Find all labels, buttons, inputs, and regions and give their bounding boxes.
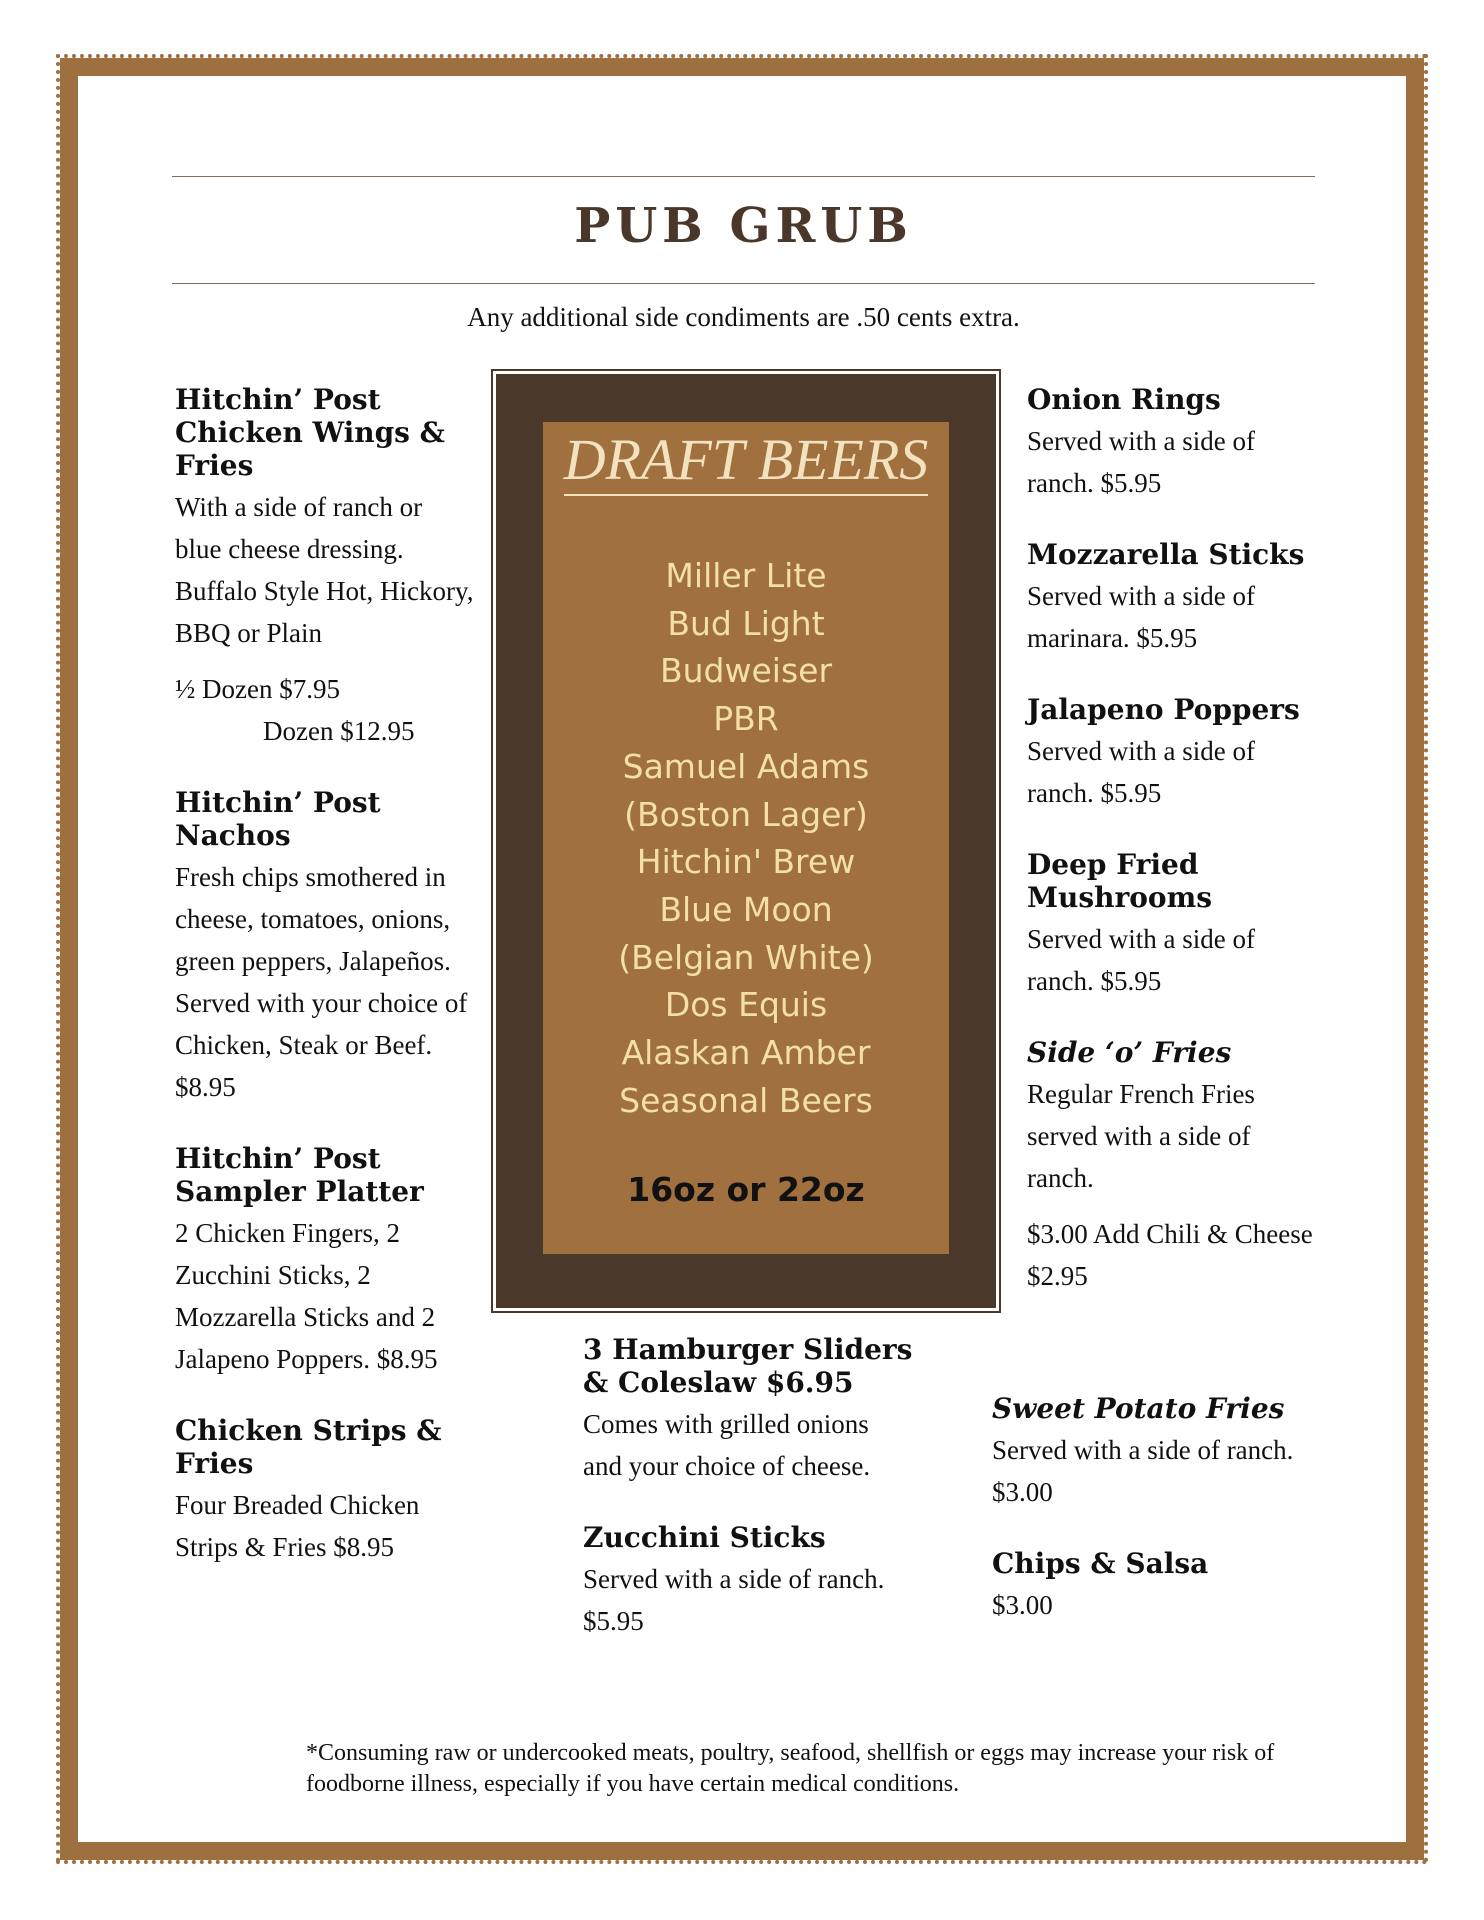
beer-item: Budweiser [659,651,833,691]
item-price-half: ½ Dozen $7.95 [175,674,340,704]
item-title: Hitchin’ Post Nachos [175,786,381,852]
right-column [1027,383,1317,1331]
page-title: PUB GRUB [574,198,913,254]
item-title: Mozzarella Sticks [1027,538,1305,571]
item-description: Served with a side of ranch. $5.95 [1027,924,1255,996]
beer-item: Dos Equis [664,985,828,1025]
item-title: Sweet Potato Fries [992,1392,1285,1425]
menu-item-fries [1027,1036,1317,1297]
beer-item: Alaskan Amber [621,1033,871,1073]
title-top-rule [172,176,1315,177]
item-title: Side ‘o’ Fries [1027,1036,1232,1069]
beer-list [543,552,949,1124]
item-description: With a side of ranch or blue cheese dressing. Buffalo Style Hot, Hickory, BBQ or Plain [175,492,474,648]
menu-item-mushrooms [1027,848,1317,1002]
beer-item: (Boston Lager) [624,794,868,834]
menu-item-zucchini [583,1521,913,1642]
item-description: Served with a side of ranch. $3.00 [992,1435,1294,1507]
center-column [583,1333,913,1676]
item-title: Onion Rings [1027,383,1221,416]
item-title: Hitchin’ Post Chicken Wings & Fries [175,383,445,482]
item-price-dozen: Dozen $12.95 [263,716,415,746]
item-title: 3 Hamburger Sliders & Coleslaw $6.95 [583,1333,913,1399]
food-safety-disclaimer: *Consuming raw or undercooked meats, poultry, seafood, shellfish or eggs may increase your risk of foodborne illness, especially if you have certain medical conditions. [306,1740,1275,1797]
menu-item-wings [175,383,475,752]
item-title: Jalapeno Poppers [1027,693,1300,726]
beer-item: Seasonal Beers [619,1080,873,1120]
menu-item-nachos [175,786,475,1108]
item-description: Regular French Fries served with a side of ranch. [1027,1079,1255,1193]
beer-item: Blue Moon [659,889,833,929]
beer-item: (Belgian White) [618,937,874,977]
item-description: $3.00 [992,1590,1053,1620]
item-title: Zucchini Sticks [583,1521,826,1554]
draft-beers-inner [543,422,949,1254]
menu-item-mozzarella [1027,538,1317,659]
draft-beers-title [543,428,949,492]
item-description: Fresh chips smothered in cheese, tomatoes, onions, green peppers, Jalapeños. Served with your choice of Chicken, Steak or Beef. $8.95 [175,862,468,1102]
right-lower-column [992,1392,1312,1660]
item-title: Hitchin’ Post Sampler Platter [175,1142,424,1208]
beer-item: PBR [713,699,779,739]
draft-beers-panel [496,374,996,1308]
item-description: Served with a side of ranch. $5.95 [583,1564,885,1636]
beer-item: Samuel Adams [622,746,870,786]
beer-sizes: 16oz or 22oz [627,1170,865,1210]
item-description: Served with a side of marinara. $5.95 [1027,581,1255,653]
item-description: Four Breaded Chicken Strips & Fries $8.95 [175,1490,420,1562]
menu-item-chips [992,1547,1312,1626]
item-description: Served with a side of ranch. $5.95 [1027,736,1255,808]
item-description: 2 Chicken Fingers, 2 Zucchini Sticks, 2 Mozzarella Sticks and 2 Jalapeno Poppers. $8.95 [175,1218,438,1374]
menu-item-strips [175,1414,475,1568]
menu-item-sampler [175,1142,475,1380]
title-bottom-rule [172,283,1315,284]
menu-item-sweet-potato [992,1392,1312,1513]
beer-item: Bud Light [667,603,825,643]
item-price: $3.00 Add Chili & Cheese $2.95 [1027,1219,1313,1291]
beer-item: Hitchin' Brew [636,842,856,882]
left-column [175,383,475,1602]
beer-item: Miller Lite [665,556,827,595]
draft-beers-title-text: DRAFT BEERS [564,427,929,496]
item-description: Comes with grilled onions and your choice of cheese. [583,1409,871,1481]
item-title: Chicken Strips & Fries [175,1414,442,1480]
item-title: Chips & Salsa [992,1547,1209,1580]
menu-item-onion-rings [1027,383,1317,504]
item-title: Deep Fried Mushrooms [1027,848,1212,914]
item-description: Served with a side of ranch. $5.95 [1027,426,1255,498]
menu-item-jalapeno [1027,693,1317,814]
condiments-note: Any additional side condiments are .50 cents extra. [467,302,1020,332]
menu-item-sliders [583,1333,913,1487]
